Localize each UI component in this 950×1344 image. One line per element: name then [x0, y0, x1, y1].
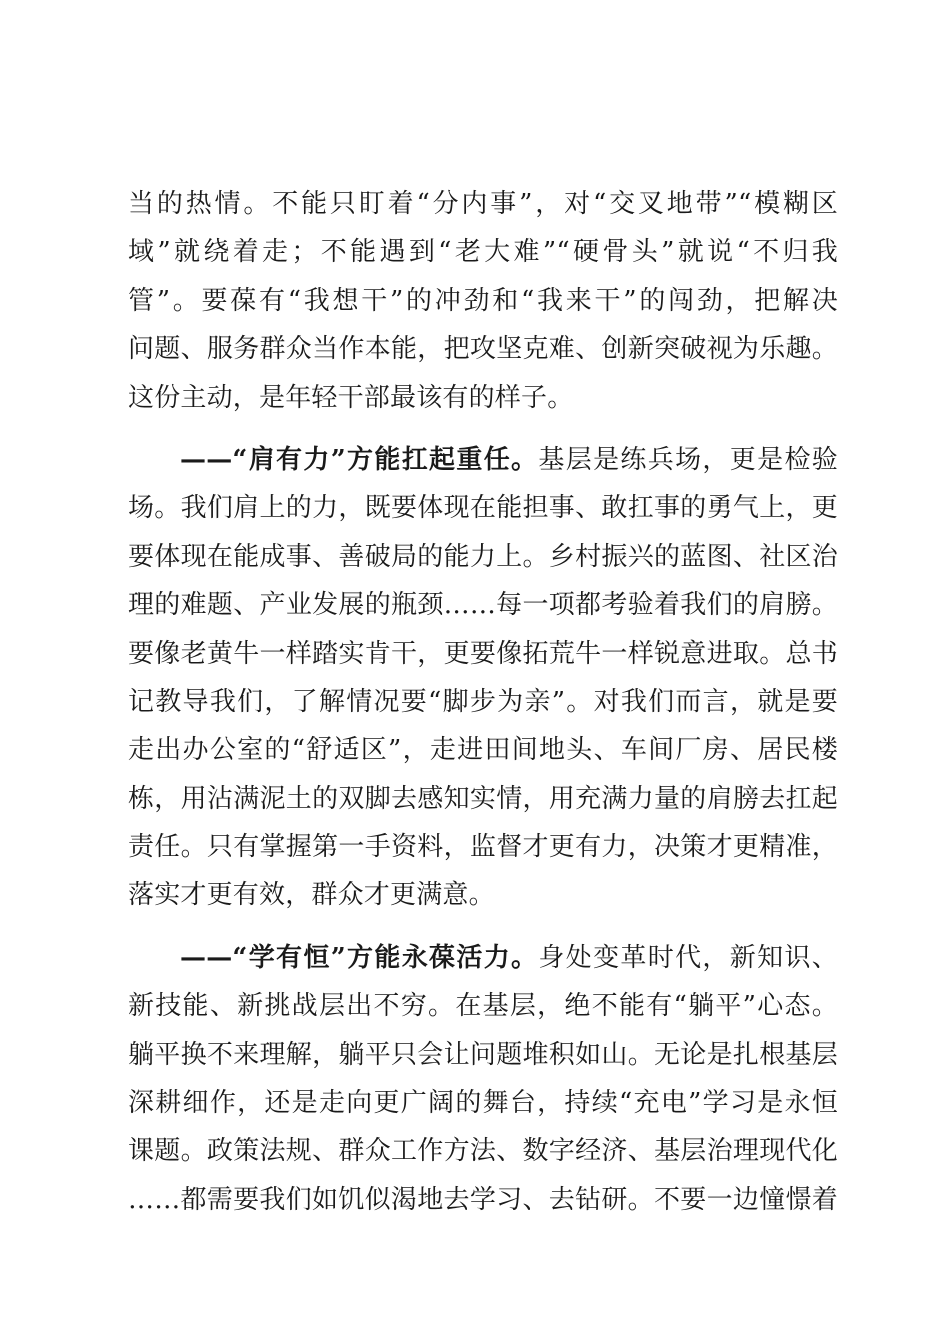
paragraph-line: 这份主动，是年轻干部最该有的样子。	[128, 382, 574, 413]
paragraph-line: 问题、服务群众当作本能，把攻坚克难、创新突破视为乐趣。	[128, 334, 838, 365]
paragraph-line: 课题。政策法规、群众工作方法、数字经济、基层治理现代化	[128, 1136, 838, 1167]
paragraph-gap	[128, 422, 838, 436]
paragraph-1	[128, 180, 838, 422]
first-line-text: 身处变革时代，新知识、	[538, 942, 838, 973]
paragraph-first-line	[128, 436, 838, 484]
paragraph-line: 落实才更有效，群众才更满意。	[128, 880, 495, 911]
section-heading: ——“肩有力”方能扛起重任。	[180, 444, 539, 475]
paragraph-line: 责任。只有掌握第一手资料，监督才更有力，决策才更精准，	[128, 832, 838, 863]
paragraph-gap	[128, 920, 838, 934]
paragraph-line: 场。我们肩上的力，既要体现在能担事、敢扛事的勇气上，更	[128, 493, 838, 524]
paragraph-3	[128, 934, 838, 1224]
document-body	[128, 180, 838, 1224]
paragraph-line: 要像老黄牛一样踏实肯干，更要像拓荒牛一样锐意进取。总书	[128, 638, 838, 669]
paragraph-line: 栋，用沾满泥土的双脚去感知实情，用充满力量的肩膀去扛起	[128, 783, 838, 814]
paragraph-2	[128, 436, 838, 920]
paragraph-line: 走出办公室的“舒适区”，走进田间地头、车间厂房、居民楼	[128, 735, 838, 766]
paragraph-line: 躺平换不来理解，躺平只会让问题堆积如山。无论是扎根基层	[128, 1039, 838, 1070]
first-line-text: 基层是练兵场，更是检验	[538, 444, 838, 475]
section-heading: ——“学有恒”方能永葆活力。	[180, 942, 539, 973]
paragraph-line: ……都需要我们如饥似渴地去学习、去钻研。不要一边憧憬着	[128, 1184, 838, 1215]
paragraph-line: 新技能、新挑战层出不穷。在基层，绝不能有“躺平”心态。	[128, 991, 838, 1022]
paragraph-line: 当的热情。不能只盯着“分内事”，对“交叉地带”“模糊区	[128, 189, 838, 219]
paragraph-first-line	[128, 934, 838, 982]
paragraph-line: 理的难题、产业发展的瓶颈……每一项都考验着我们的肩膀。	[128, 590, 838, 621]
paragraph-line: 记教导我们，了解情况要“脚步为亲”。对我们而言，就是要	[128, 686, 838, 717]
paragraph-line: 要体现在能成事、善破局的能力上。乡村振兴的蓝图、社区治	[128, 541, 838, 572]
paragraph-line: 深耕细作，还是走向更广阔的舞台，持续“充电”学习是永恒	[128, 1088, 838, 1119]
paragraph-line: 域”就绕着走；不能遇到“老大难”“硬骨头”就说“不归我	[128, 237, 838, 268]
paragraph-line: 管”。要葆有“我想干”的冲劲和“我来干”的闯劲，把解决	[128, 285, 838, 316]
